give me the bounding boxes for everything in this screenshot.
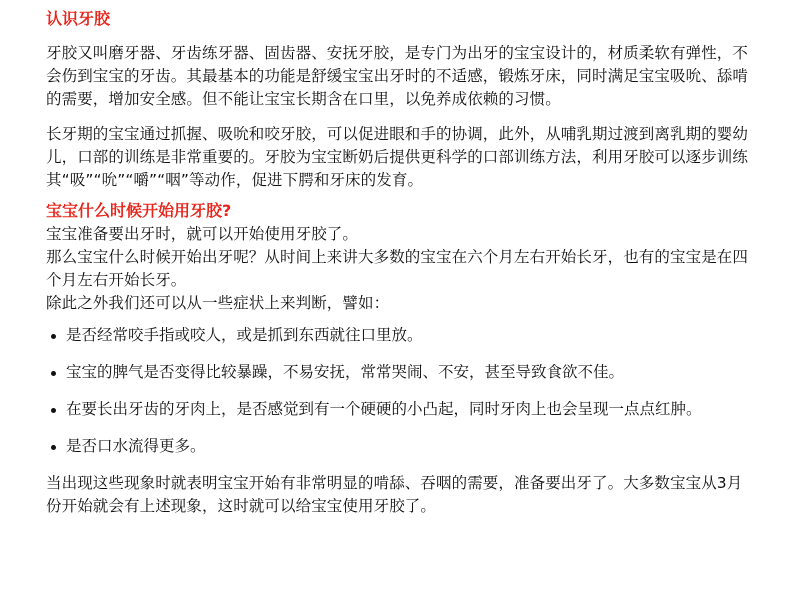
bullet-icon	[51, 371, 56, 376]
bullet-icon	[51, 408, 56, 413]
symptom-text: 是否口水流得更多。	[66, 437, 206, 455]
list-item	[66, 361, 756, 384]
symptom-list	[46, 324, 756, 458]
intro-paragraph-2: 长牙期的宝宝通过抓握、吸吮和咬牙胶，可以促进眼和手的协调，此外，从哺乳期过渡到离乳期的婴幼儿，口部的训练是非常重要的。牙胶为宝宝断奶后提供更科学的口部训练方法，利用牙胶可以逐步训练其“吸”“吮”“嚼”“咽”等动作，促进下腭和牙床的发育。	[46, 125, 749, 189]
when-paragraph-2: 那么宝宝什么时候开始出牙呢？从时间上来讲大多数的宝宝在六个月左右开始长牙，也有的宝宝是在四个月左右开始长牙。	[46, 248, 749, 289]
bullet-icon	[51, 445, 56, 450]
list-item	[66, 324, 756, 347]
conclusion-paragraph: 当出现这些现象时就表明宝宝开始有非常明显的啃舔、吞咽的需要，准备要出牙了。大多数宝宝从3月份开始就会有上述现象，这时就可以给宝宝使用牙胶了。	[46, 474, 743, 515]
section-title-when-to-use: 宝宝什么时候开始用牙胶?	[46, 201, 232, 220]
section-title-know-teether: 认识牙胶	[46, 9, 111, 28]
intro-paragraph-1: 牙胶又叫磨牙器、牙齿练牙器、固齿器、安抚牙胶，是专门为出牙的宝宝设计的，材质柔软有弹性，不会伤到宝宝的牙齿。其最基本的功能是舒缓宝宝出牙时的不适感，锻炼牙床，同时满足宝宝吸吮、舔啃的需要，增加安全感。但不能让宝宝长期含在口里，以免养成依赖的习惯。	[46, 44, 749, 108]
symptom-text: 在要长出牙齿的牙肉上，是否感觉到有一个硬硬的小凸起，同时牙肉上也会呈现一点点红肿。	[66, 400, 702, 418]
symptom-text: 宝宝的脾气是否变得比较暴躁，不易安抚，常常哭闹、不安，甚至导致食欲不佳。	[66, 363, 625, 381]
when-paragraph-1: 宝宝准备要出牙时，就可以开始使用牙胶了。	[46, 225, 359, 243]
when-paragraph-3: 除此之外我们还可以从一些症状上来判断，譬如：	[46, 294, 390, 312]
bullet-icon	[51, 334, 56, 339]
symptom-text: 是否经常咬手指或咬人，或是抓到东西就往口里放。	[66, 326, 423, 344]
list-item	[66, 435, 756, 458]
list-item	[66, 398, 756, 421]
